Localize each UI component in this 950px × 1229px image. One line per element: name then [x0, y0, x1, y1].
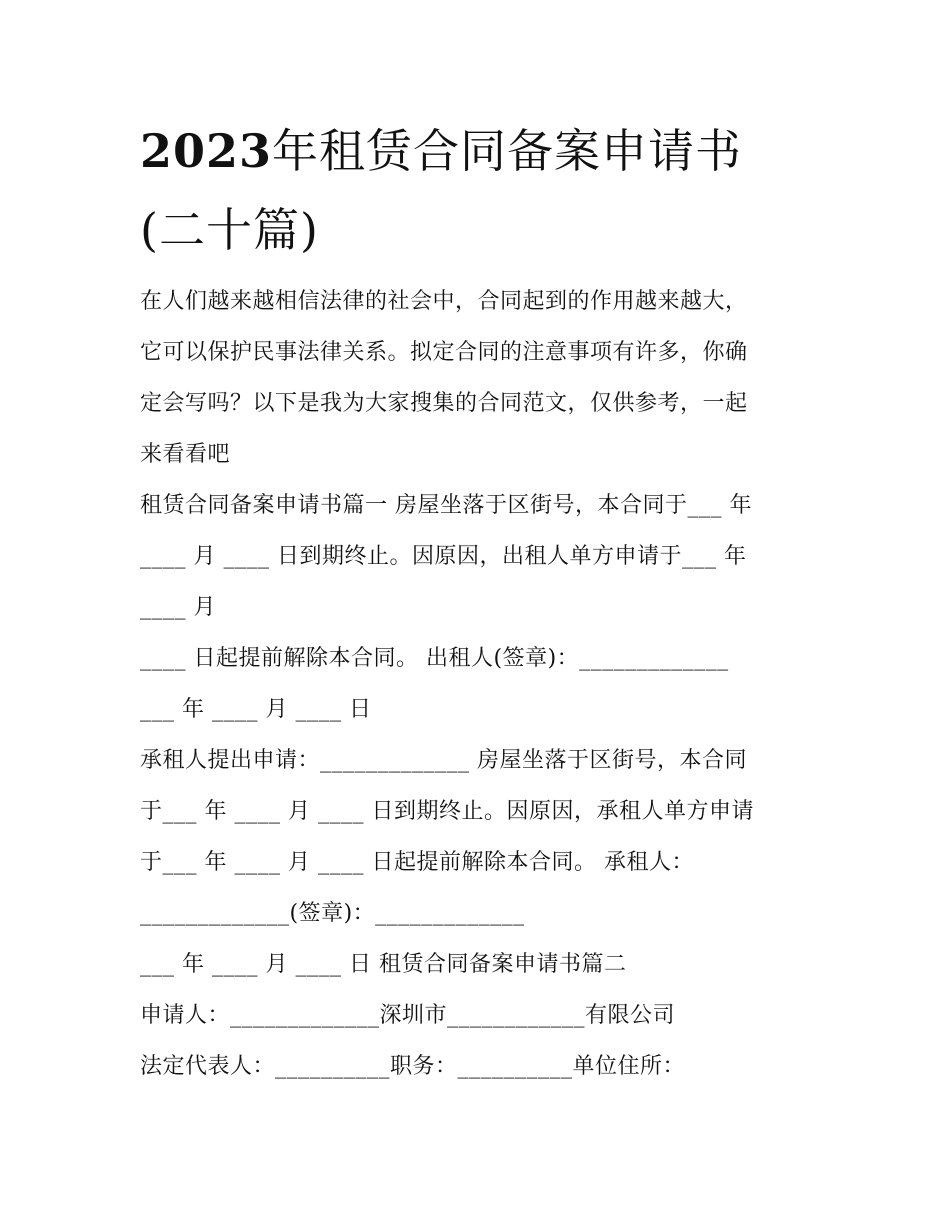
body-line: 来看看吧 — [140, 442, 231, 467]
body-line: 在人们越来越相信法律的社会中，合同起到的作用越来越大， — [140, 289, 748, 314]
body-line: 于___ 年 ____ 月 ____ 日到期终止。因原因，承租人单方申请 — [140, 799, 754, 824]
document-body — [140, 276, 820, 1092]
title-line-2: (二十篇) — [140, 203, 319, 257]
body-line: ___ 年 ____ 月 ____ 日 租赁合同备案申请书篇二 — [140, 952, 627, 977]
body-line: 承租人提出申请：_____________ 房屋坐落于区街号，本合同 — [140, 748, 747, 773]
title-main: 年租赁合同备案申请书 — [272, 124, 743, 178]
body-line: 定会写吗？以下是我为大家搜集的合同范文，仅供参考，一起 — [140, 391, 748, 416]
body-line: 申请人：_____________深圳市____________有限公司 — [140, 1003, 676, 1028]
body-line: ___ 年 ____ 月 ____ 日 — [140, 697, 372, 722]
body-line: 于___ 年 ____ 月 ____ 日起提前解除本合同。 承租人： — [140, 850, 694, 875]
document-title — [140, 112, 820, 270]
title-line-1 — [140, 112, 820, 191]
body-line: _____________(签章)：_____________ — [140, 901, 525, 926]
body-line: 租赁合同备案申请书篇一 房屋坐落于区街号，本合同于___ 年 — [140, 493, 752, 518]
title-year: 2023 — [140, 124, 273, 178]
body-line: ____ 月 ____ 日到期终止。因原因，出租人单方申请于___ 年 — [140, 544, 747, 569]
document-page — [140, 112, 820, 1092]
body-line: 它可以保护民事法律关系。拟定合同的注意事项有许多，你确 — [140, 340, 748, 365]
body-line: ____ 日起提前解除本合同。 出租人(签章)：_____________ — [140, 646, 729, 671]
body-line: ____ 月 — [140, 595, 216, 620]
body-line: 法定代表人：__________职务：__________单位住所： — [140, 1054, 686, 1079]
